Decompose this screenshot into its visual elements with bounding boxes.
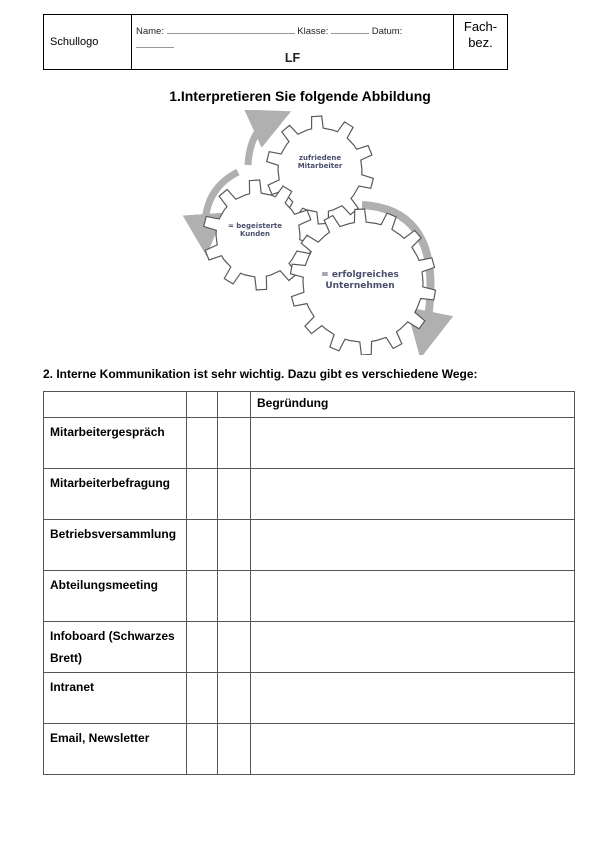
check-cell-2[interactable] [218, 520, 251, 571]
header-cell-empty [218, 392, 251, 418]
reason-cell[interactable] [251, 724, 575, 775]
subject-code: LF [284, 51, 301, 65]
class-label: Klasse: [297, 26, 329, 37]
gear-label-left: = begeisterte Kunden [227, 222, 283, 239]
check-cell-2[interactable] [218, 469, 251, 520]
header-cell-reason: Begründung [251, 392, 575, 418]
table-row [44, 469, 575, 520]
row-label: Mitarbeiterbefragung [44, 469, 187, 520]
table-row [44, 571, 575, 622]
communication-table [43, 391, 575, 775]
gear-label-top: zufriedene Mitarbeiter [297, 154, 343, 171]
school-logo-cell [44, 15, 132, 69]
check-cell-2[interactable] [218, 724, 251, 775]
gear-label-bottom: = erfolgreiches Unternehmen [321, 270, 399, 291]
check-cell-1[interactable] [187, 469, 218, 520]
field-label-text: Fach- bez. [463, 19, 498, 50]
table-header-row [44, 392, 575, 418]
check-cell-1[interactable] [187, 673, 218, 724]
table-row [44, 622, 575, 673]
date-label: Datum: [371, 26, 403, 37]
field-label [453, 15, 507, 69]
check-cell-1[interactable] [187, 418, 218, 469]
check-cell-1[interactable] [187, 571, 218, 622]
name-field[interactable] [167, 25, 295, 34]
reason-cell[interactable] [251, 622, 575, 673]
header-cell-empty [44, 392, 187, 418]
row-label: Infoboard (Schwarzes Brett) [44, 622, 187, 673]
reason-cell[interactable] [251, 520, 575, 571]
reason-cell[interactable] [251, 673, 575, 724]
check-cell-1[interactable] [187, 622, 218, 673]
row-label: Email, Newsletter [44, 724, 187, 775]
reason-cell[interactable] [251, 418, 575, 469]
gear-diagram [180, 110, 460, 355]
table-row [44, 520, 575, 571]
row-label: Mitarbeitergespräch [44, 418, 187, 469]
row-label: Abteilungsmeeting [44, 571, 187, 622]
header-box [43, 14, 508, 70]
check-cell-2[interactable] [218, 571, 251, 622]
row-label: Intranet [44, 673, 187, 724]
reason-cell[interactable] [251, 469, 575, 520]
check-cell-1[interactable] [187, 520, 218, 571]
check-cell-1[interactable] [187, 724, 218, 775]
class-field[interactable] [331, 25, 369, 34]
school-logo-text: Schullogo [50, 36, 99, 48]
check-cell-2[interactable] [218, 418, 251, 469]
reason-cell[interactable] [251, 571, 575, 622]
name-label: Name: [136, 26, 164, 37]
student-info-cell [132, 15, 453, 69]
header-cell-empty [187, 392, 218, 418]
task2-title: 2. Interne Kommunikation ist sehr wichtig. Dazu gibt es verschiedene Wege: [43, 367, 478, 381]
date-field[interactable] [136, 39, 174, 48]
check-cell-2[interactable] [218, 622, 251, 673]
table-row [44, 724, 575, 775]
table-row [44, 418, 575, 469]
check-cell-2[interactable] [218, 673, 251, 724]
table-row [44, 673, 575, 724]
task1-title: 1.Interpretieren Sie folgende Abbildung [169, 88, 431, 104]
row-label: Betriebsversammlung [44, 520, 187, 571]
